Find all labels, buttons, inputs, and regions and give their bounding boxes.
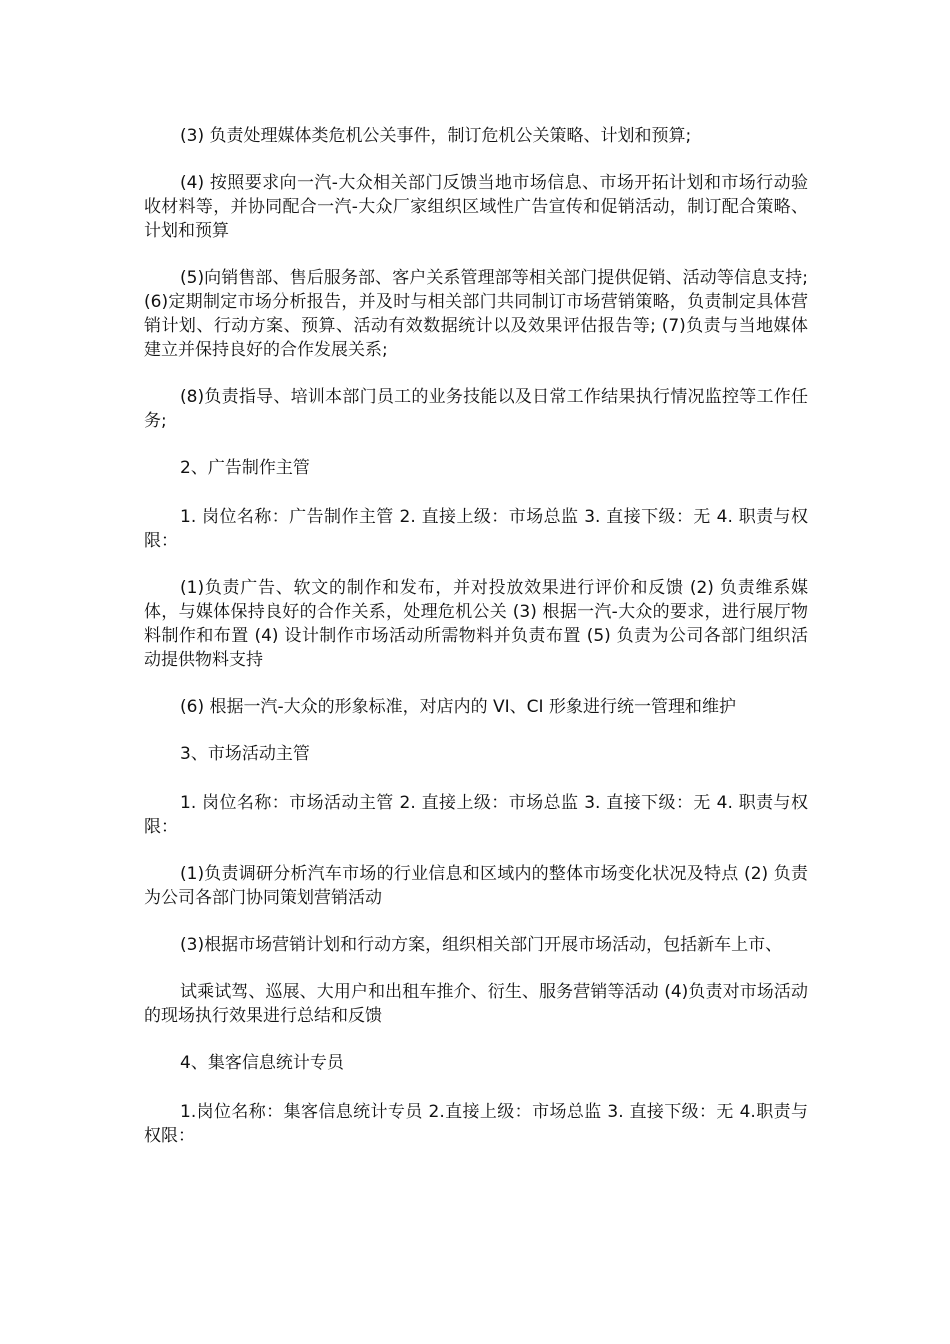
paragraph-ad-production-duties: (1)负责广告、软文的制作和发布，并对投放效果进行评价和反馈 (2) 负责维系媒体，与媒体保持良好的合作关系，处理危机公关 (3) 根据一汽-大众的要求，进行展厅物料制作和布置 (4) 设计制作市场活动所需物料并负责布置 (5) 负责为公司各部门组织活动提供物料支持 [144, 578, 808, 670]
document-body [144, 124, 808, 1171]
paragraph-feedback-to-faw-vw: (4) 按照要求向一汽-大众相关部门反馈当地市场信息、市场开拓计划和市场行动验收材料等，并协同配合一汽-大众厂家组织区域性广告宣传和促销活动，制订配合策略、计划和预算 [144, 173, 808, 241]
section-heading-marketing-activity: 3、市场活动主管 [180, 744, 310, 764]
paragraph-customer-info-position: 1.岗位名称：集客信息统计专员 2.直接上级：市场总监 3. 直接下级：无 4.职责与权限： [144, 1102, 808, 1146]
paragraph-crisis-pr: (3) 负责处理媒体类危机公关事件，制订危机公关策略、计划和预算; [180, 126, 692, 146]
section-heading-ad-production: 2、广告制作主管 [180, 458, 310, 478]
section-heading-customer-info-statistics: 4、集客信息统计专员 [180, 1053, 344, 1073]
paragraph-market-research: (1)负责调研分析汽车市场的行业信息和区域内的整体市场变化状况及特点 (2) 负责为公司各部门协同策划营销活动 [144, 864, 808, 908]
paragraph-test-drive-events: 试乘试驾、巡展、大用户和出租车推介、衍生、服务营销等活动 (4)负责对市场活动的现场执行效果进行总结和反馈 [144, 982, 808, 1026]
paragraph-staff-training: (8)负责指导、培训本部门员工的业务技能以及日常工作结果执行情况监控等工作任务; [144, 387, 808, 431]
paragraph-vi-ci-management: (6) 根据一汽-大众的形象标准，对店内的 VI、CI 形象进行统一管理和维护 [180, 697, 736, 717]
paragraph-ad-production-position: 1. 岗位名称：广告制作主管 2. 直接上级：市场总监 3. 直接下级：无 4. 职责与权限： [144, 507, 808, 551]
paragraph-organize-activities: (3)根据市场营销计划和行动方案，组织相关部门开展市场活动，包括新车上市、 [180, 935, 783, 955]
paragraph-marketing-activity-position: 1. 岗位名称：市场活动主管 2. 直接上级：市场总监 3. 直接下级：无 4. 职责与权限： [144, 793, 808, 837]
paragraph-promotion-support: (5)向销售部、售后服务部、客户关系管理部等相关部门提供促销、活动等信息支持; (6)定期制定市场分析报告，并及时与相关部门共同制订市场营销策略，负责制定具体营销计划、行动方案、预算、活动有效数据统计以及效果评估报告等; (7)负责与当地媒体建立并保持良好的合作发展关系; [144, 268, 808, 360]
